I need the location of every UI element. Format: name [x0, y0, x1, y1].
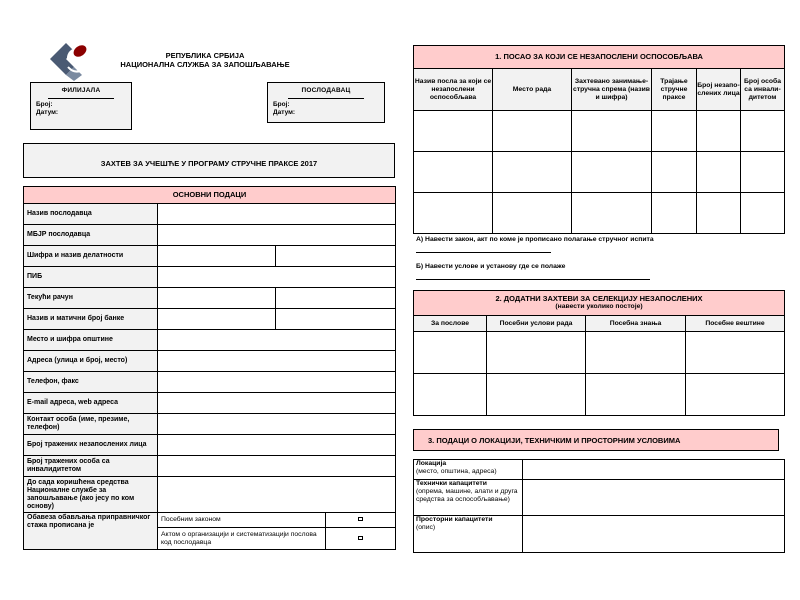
previous-funds-input[interactable]: [158, 477, 396, 513]
disabled-count-cell[interactable]: [741, 111, 785, 152]
jobs-cell[interactable]: [414, 332, 487, 374]
duration-cell[interactable]: [652, 111, 697, 152]
section-2-title: 2. ДОДАТНИ ЗАХТЕВИ ЗА СЕЛЕКЦИЈУ НЕЗАПОСЛЕНИХ: [495, 294, 703, 303]
current-account-input-1[interactable]: [158, 288, 276, 309]
unemployed-count-cell[interactable]: [697, 152, 741, 193]
column-header: Место рада: [493, 69, 572, 111]
section-3-header: 3. ПОДАЦИ О ЛОКАЦИЈИ, ТЕХНИЧКИМ И ПРОСТОРНИМ УСЛОВИМА: [413, 429, 779, 451]
row-description: (опис): [416, 524, 436, 531]
unemployed-count-cell[interactable]: [697, 111, 741, 152]
table-row: [414, 152, 785, 193]
field-label: Текући рачун: [24, 288, 158, 309]
bank-id-input[interactable]: [276, 309, 396, 330]
org-line-2: НАЦИОНАЛНА СЛУЖБА ЗА ЗАПОШЉАВАЊЕ: [120, 60, 290, 69]
employer-signature-line: [288, 98, 365, 99]
jobs-cell[interactable]: [414, 374, 487, 416]
special-skills-cell[interactable]: [686, 374, 785, 416]
unemployed-count-input[interactable]: [158, 435, 396, 456]
field-label: До сада коришћена средства Националне службе за запошљавање (ако јесу по ком основу): [24, 477, 158, 513]
field-label: ПИБ: [24, 267, 158, 288]
workplace-cell[interactable]: [493, 152, 572, 193]
table-row: [414, 193, 785, 234]
duration-cell[interactable]: [652, 152, 697, 193]
section-1-header: 1. ПОСАО ЗА КОЈИ СЕ НЕЗАПОСЛЕНИ ОСПОСОБЉАВА: [414, 46, 785, 69]
basic-data-header: ОСНОВНИ ПОДАЦИ: [24, 187, 396, 204]
workplace-cell[interactable]: [493, 193, 572, 234]
form-title: ЗАХТЕВ ЗА УЧЕШЋЕ У ПРОГРАМУ СТРУЧНЕ ПРАКСЕ 2017: [23, 143, 395, 178]
obligation-option-label: Посебним законом: [158, 513, 326, 528]
table-row: [414, 374, 785, 416]
field-label: Телефон, факс: [24, 372, 158, 393]
row-description: (опрема, машине, алати и друга средства за оспособљавање): [416, 488, 518, 503]
section-3-table: [413, 459, 785, 553]
disabled-count-cell[interactable]: [741, 193, 785, 234]
occupation-cell[interactable]: [572, 193, 652, 234]
location-input[interactable]: [523, 460, 785, 480]
field-label: Назив и матични број банке: [24, 309, 158, 330]
job-title-cell[interactable]: [414, 193, 493, 234]
special-skills-cell[interactable]: [686, 332, 785, 374]
municipality-input[interactable]: [158, 330, 396, 351]
field-label: МБЈР послодавца: [24, 225, 158, 246]
column-header: Посебна знања: [586, 316, 686, 332]
obligation-label: Обавеза обављања приправничког стажа прописана је: [24, 513, 158, 550]
field-label: E-mail адреса, web адреса: [24, 393, 158, 414]
organization-title: [100, 51, 310, 69]
column-header: Број незапо-слених лица: [697, 69, 741, 111]
work-conditions-cell[interactable]: [487, 374, 586, 416]
spatial-capacity-label: [414, 516, 523, 553]
column-header: Назив посла за који се незапослени оспособљава: [414, 69, 493, 111]
employer-mbjr-input[interactable]: [158, 225, 396, 246]
phone-fax-input[interactable]: [158, 372, 396, 393]
special-knowledge-cell[interactable]: [586, 374, 686, 416]
spatial-capacity-input[interactable]: [523, 516, 785, 553]
column-header: За послове: [414, 316, 487, 332]
column-header: Број особа са инвали-дитетом: [741, 69, 785, 111]
table-row: [414, 332, 785, 374]
national-employment-service-logo-icon: [48, 39, 94, 81]
contact-person-input[interactable]: [158, 414, 396, 435]
employer-number-label: Број:: [273, 101, 290, 108]
table-row: [414, 111, 785, 152]
technical-capacity-label: [414, 480, 523, 516]
column-header: Посебни услови рада: [487, 316, 586, 332]
bank-name-input[interactable]: [158, 309, 276, 330]
field-label: Назив послодавца: [24, 204, 158, 225]
technical-capacity-input[interactable]: [523, 480, 785, 516]
email-web-input[interactable]: [158, 393, 396, 414]
job-title-cell[interactable]: [414, 152, 493, 193]
employer-date-label: Датум:: [273, 109, 296, 116]
employer-stamp-box: [267, 82, 385, 123]
field-label: Шифра и назив делатности: [24, 246, 158, 267]
activity-name-input[interactable]: [276, 246, 396, 267]
organization-act-checkbox[interactable]: [326, 528, 396, 550]
activity-code-input[interactable]: [158, 246, 276, 267]
occupation-cell[interactable]: [572, 111, 652, 152]
obligation-option-label: Актом о организацији и систематизацији послова код послодавца: [158, 528, 326, 550]
job-title-cell[interactable]: [414, 111, 493, 152]
disabled-count-input[interactable]: [158, 456, 396, 477]
field-label: Адреса (улица и број, место): [24, 351, 158, 372]
pib-input[interactable]: [158, 267, 396, 288]
row-label: Технички капацитети: [416, 480, 487, 487]
occupation-cell[interactable]: [572, 152, 652, 193]
special-law-checkbox[interactable]: [326, 513, 396, 528]
org-line-1: РЕПУБЛИКА СРБИЈА: [165, 51, 245, 60]
field-label: Место и шифра општине: [24, 330, 158, 351]
branch-signature-line: [48, 98, 114, 99]
checkbox-icon[interactable]: [358, 517, 363, 521]
address-input[interactable]: [158, 351, 396, 372]
section-2-table: [413, 290, 785, 416]
disabled-count-cell[interactable]: [741, 152, 785, 193]
unemployed-count-cell[interactable]: [697, 193, 741, 234]
column-header: Посебне вештине: [686, 316, 785, 332]
employer-name-input[interactable]: [158, 204, 396, 225]
field-label: Број тражених особа са инвалидитетом: [24, 456, 158, 477]
column-header: Захтевано занимање-стручна спрема (назив и шифра): [572, 69, 652, 111]
basic-data-table: [23, 186, 396, 550]
field-label: Број тражених незапослених лица: [24, 435, 158, 456]
checkbox-icon[interactable]: [358, 536, 363, 540]
section-2-subtitle: (навести уколико постоје): [555, 303, 643, 310]
special-knowledge-cell[interactable]: [586, 332, 686, 374]
workplace-cell[interactable]: [493, 111, 572, 152]
branch-number-label: Број:: [36, 101, 53, 108]
note-b-answer-line[interactable]: [416, 279, 650, 280]
location-label: [414, 460, 523, 480]
column-header: Трајање стручне праксе: [652, 69, 697, 111]
branch-title: ФИЛИЈАЛА: [61, 87, 101, 94]
branch-stamp-box: [30, 82, 132, 130]
section-2-header: [414, 291, 785, 316]
work-conditions-cell[interactable]: [487, 332, 586, 374]
row-label: Просторни капацитети: [416, 516, 493, 523]
note-a-answer-line[interactable]: [416, 252, 551, 253]
branch-date-label: Датум:: [36, 109, 59, 116]
duration-cell[interactable]: [652, 193, 697, 234]
current-account-input-2[interactable]: [276, 288, 396, 309]
row-description: (место, општина, адреса): [416, 468, 497, 475]
note-b: Б) Навести услове и установу где се полаже: [416, 263, 566, 270]
note-a: А) Навести закон, акт по коме је прописано полагање стручног испита: [416, 236, 654, 243]
section-1-table: [413, 45, 785, 234]
field-label: Контакт особа (име, презиме, телефон): [24, 414, 158, 435]
row-label: Локација: [416, 460, 447, 467]
employer-title: ПОСЛОДАВАЦ: [301, 87, 351, 94]
